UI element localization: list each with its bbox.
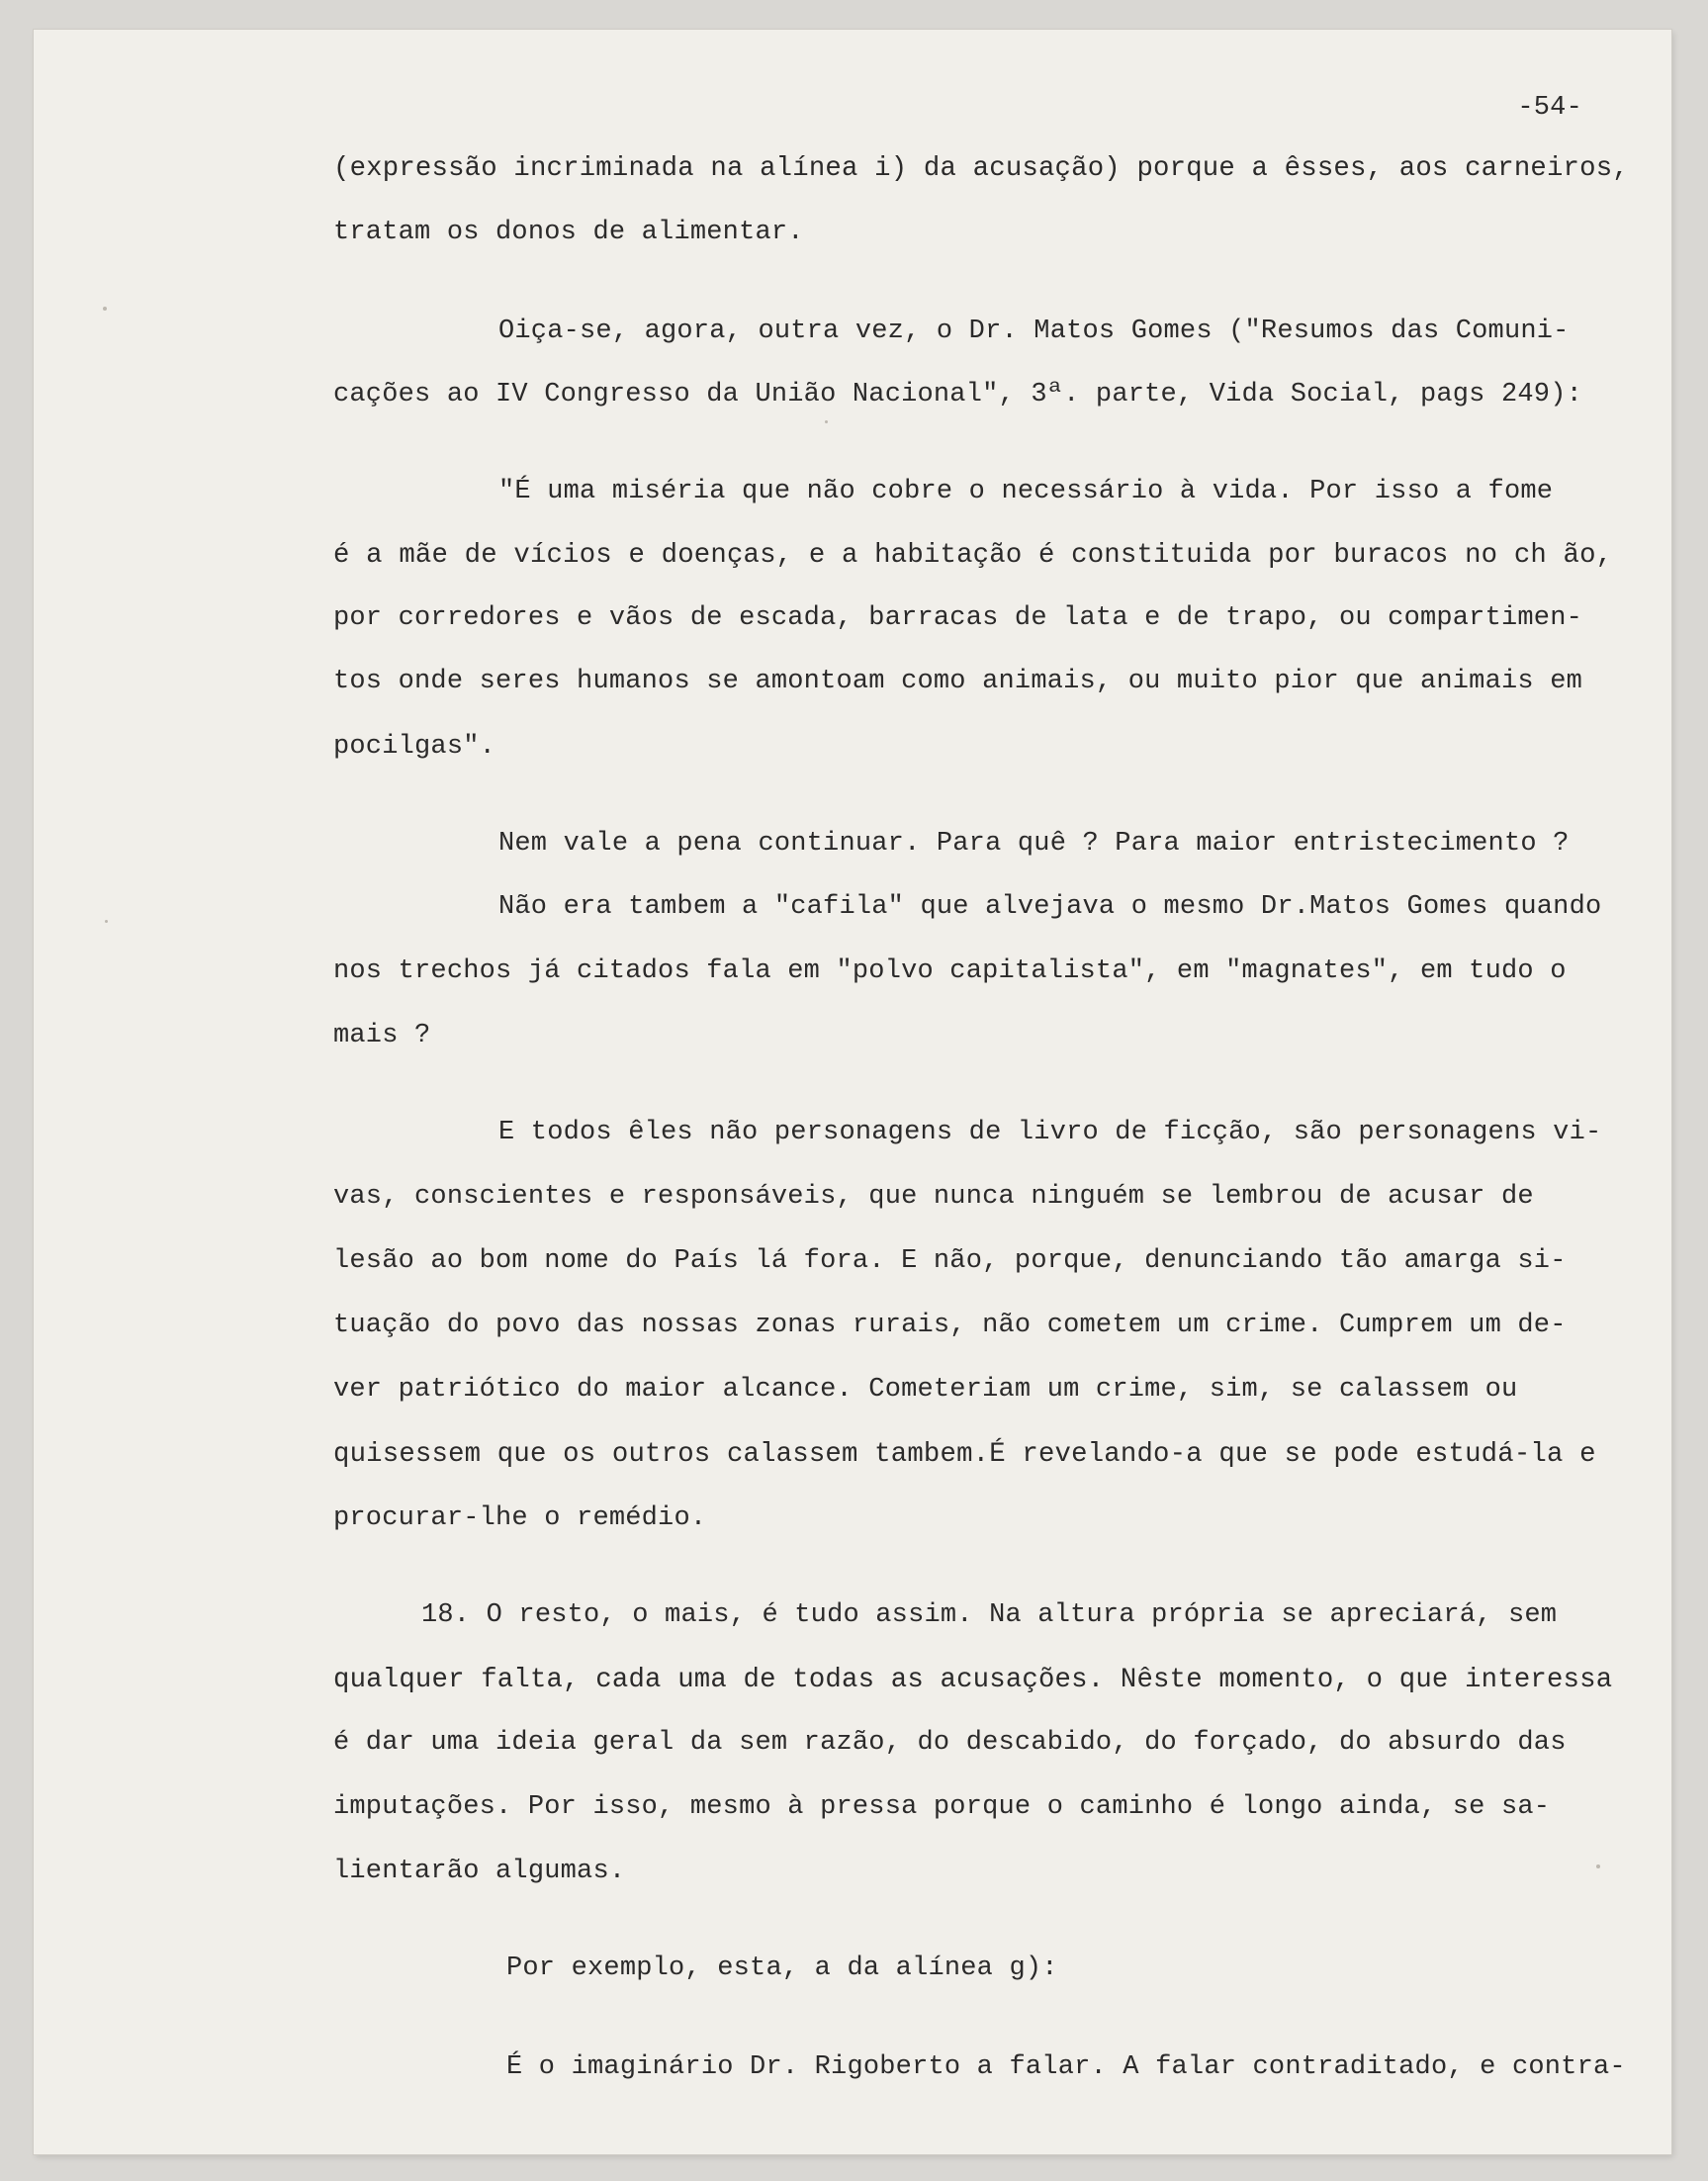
- text-line: E todos êles não personagens de livro de ficção, são personagens vi-: [498, 1118, 1602, 1147]
- text-line: quisessem que os outros calassem tambem.É revelando-a que se pode estudá-la e: [333, 1439, 1596, 1470]
- page-number: -54-: [1517, 93, 1582, 123]
- text-line: Nem vale a pena continuar. Para quê ? Para maior entristecimento ?: [498, 829, 1570, 859]
- text-line: nos trechos já citados fala em "polvo capitalista", em "magnates", em tudo o: [333, 956, 1567, 986]
- text-line: é dar uma ideia geral da sem razão, do descabido, do forçado, do absurdo das: [333, 1728, 1567, 1758]
- text-line: qualquer falta, cada uma de todas as acusações. Nêste momento, o que interessa: [333, 1665, 1613, 1695]
- text-line: "É uma miséria que não cobre o necessário à vida. Por isso a fome: [498, 477, 1554, 506]
- text-line: lientarão algumas.: [333, 1857, 626, 1886]
- text-line: imputações. Por isso, mesmo à pressa porque o caminho é longo ainda, se sa-: [333, 1792, 1551, 1822]
- paper-speck: [103, 307, 107, 311]
- text-line: mais ?: [333, 1021, 431, 1050]
- text-line: lesão ao bom nome do País lá fora. E não, porque, denunciando tão amarga si-: [333, 1246, 1567, 1276]
- text-line: por corredores e vãos de escada, barracas de lata e de trapo, ou compartimen-: [333, 603, 1583, 633]
- text-line: ver patriótico do maior alcance. Cometeriam um crime, sim, se calassem ou: [333, 1375, 1518, 1405]
- text-line: tos onde seres humanos se amontoam como animais, ou muito pior que animais em: [333, 667, 1583, 696]
- text-line: tratam os donos de alimentar.: [333, 218, 804, 247]
- text-line: Oiça-se, agora, outra vez, o Dr. Matos Gomes ("Resumos das Comuni-: [498, 317, 1570, 346]
- text-line: cações ao IV Congresso da União Nacional", 3ª. parte, Vida Social, pags 249):: [333, 380, 1583, 409]
- text-line: é a mãe de vícios e doenças, e a habitação é constituida por buracos no ch ão,: [333, 540, 1613, 571]
- typewritten-page: [34, 30, 1671, 2154]
- text-line: procurar-lhe o remédio.: [333, 1503, 707, 1533]
- text-line: Por exemplo, esta, a da alínea g):: [506, 1954, 1058, 1983]
- paper-speck: [105, 920, 108, 923]
- text-line: (expressão incriminada na alínea i) da acusação) porque a êsses, aos carneiros,: [333, 153, 1629, 184]
- text-line: É o imaginário Dr. Rigoberto a falar. A falar contraditado, e contra-: [506, 2052, 1626, 2082]
- text-line: Não era tambem a "cafila" que alvejava o mesmo Dr.Matos Gomes quando: [498, 892, 1602, 922]
- text-line: tuação do povo das nossas zonas rurais, não cometem um crime. Cumprem um de-: [333, 1311, 1567, 1340]
- paper-speck: [1596, 1864, 1600, 1868]
- text-line: pocilgas".: [333, 732, 496, 762]
- text-line: vas, conscientes e responsáveis, que nunca ninguém se lembrou de acusar de: [333, 1182, 1534, 1212]
- text-line: 18. O resto, o mais, é tudo assim. Na altura própria se apreciará, sem: [421, 1600, 1558, 1630]
- paper-speck: [825, 420, 828, 423]
